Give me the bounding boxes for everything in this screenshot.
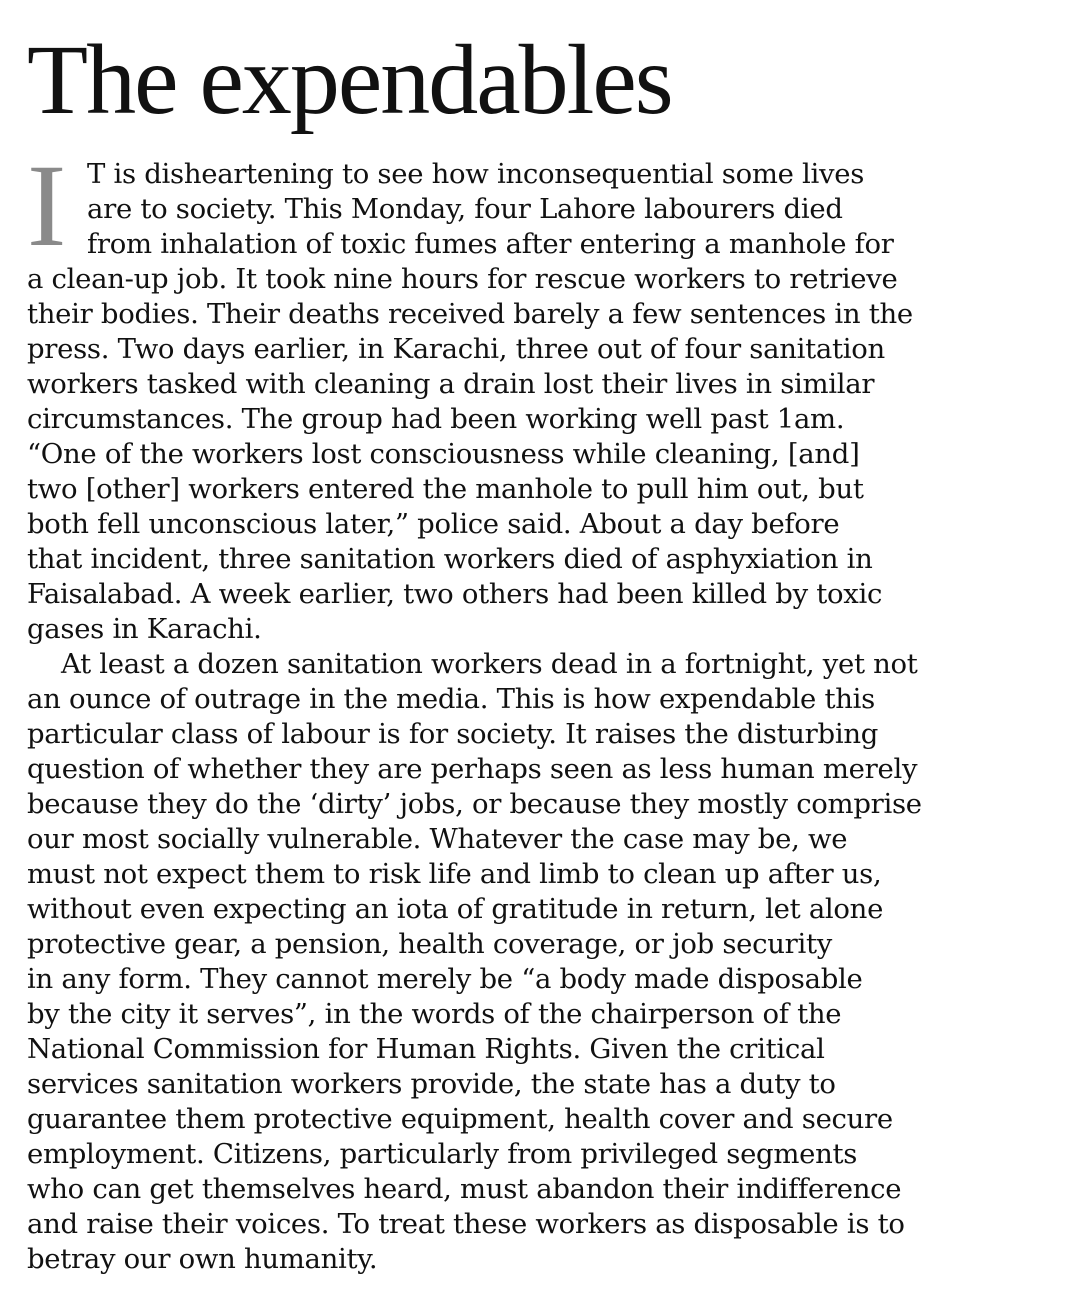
body-line: circumstances. The group had been working well past 1am. [27, 403, 845, 435]
body-line: without even expecting an iota of gratitude in return, let alone [27, 893, 884, 925]
body-line: “One of the workers lost consciousness while cleaning, [and] [27, 438, 860, 470]
body-line: Faisalabad. A week earlier, two others had been killed by toxic [27, 578, 883, 610]
paragraph-2 [27, 647, 1072, 1277]
body-line: from inhalation of toxic fumes after entering a manhole for [87, 228, 894, 260]
body-line: in any form. They cannot merely be “a body made disposable [27, 963, 863, 995]
headline: The expendables [27, 24, 672, 135]
body-line: their bodies. Their deaths received barely a few sentences in the [27, 298, 913, 330]
body-line: must not expect them to risk life and limb to clean up after us, [27, 858, 882, 890]
body-line: that incident, three sanitation workers died of asphyxiation in [27, 543, 873, 575]
body-line: a clean-up job. It took nine hours for rescue workers to retrieve [27, 263, 898, 295]
body-line: both fell unconscious later,” police said. About a day before [27, 508, 840, 540]
body-line: gases in Karachi. [27, 613, 262, 645]
body-line: services sanitation workers provide, the state has a duty to [27, 1068, 836, 1100]
body-line: two [other] workers entered the manhole to pull him out, but [27, 473, 864, 505]
body-line: protective gear, a pension, health coverage, or job security [27, 928, 832, 960]
body-line: question of whether they are perhaps seen as less human merely [27, 753, 918, 785]
body-line: our most socially vulnerable. Whatever the case may be, we [27, 823, 848, 855]
body-line: because they do the ‘dirty’ jobs, or because they mostly comprise [27, 788, 922, 820]
body-line: press. Two days earlier, in Karachi, three out of four sanitation [27, 333, 885, 365]
body-line: At least a dozen sanitation workers dead in a fortnight, yet not [61, 648, 918, 680]
body-line: guarantee them protective equipment, health cover and secure [27, 1103, 893, 1135]
body-line: betray our own humanity. [27, 1243, 378, 1275]
body-line: by the city it serves”, in the words of the chairperson of the [27, 998, 842, 1030]
body-line: particular class of labour is for society. It raises the disturbing [27, 718, 879, 750]
editorial-article [27, 20, 1072, 1277]
drop-cap: I [27, 140, 67, 271]
body-line: who can get themselves heard, must abandon their indifference [27, 1173, 902, 1205]
paragraph-1 [27, 140, 1072, 647]
body-line: an ounce of outrage in the media. This is how expendable this [27, 683, 875, 715]
body-line: employment. Citizens, particularly from privileged segments [27, 1138, 858, 1170]
article-body [27, 140, 1072, 1277]
body-line: T is disheartening to see how inconsequential some lives [87, 158, 865, 190]
body-line: National Commission for Human Rights. Given the critical [27, 1033, 825, 1065]
body-line: and raise their voices. To treat these workers as disposable is to [27, 1208, 905, 1240]
body-line: are to society. This Monday, four Lahore labourers died [87, 193, 843, 225]
body-line: workers tasked with cleaning a drain lost their lives in similar [27, 368, 875, 400]
